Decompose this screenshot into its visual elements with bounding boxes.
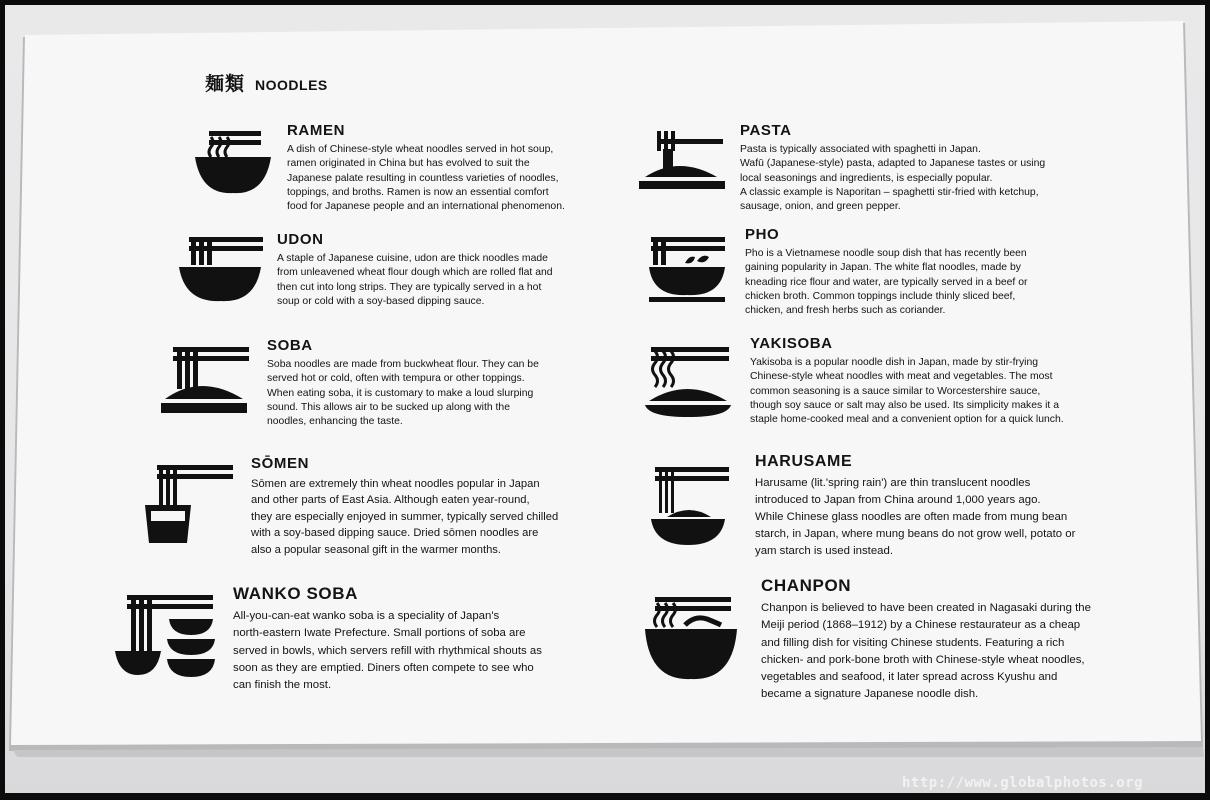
entry-title: CHANPON	[761, 576, 852, 595]
entry-title: YAKISOBA	[750, 335, 833, 352]
entry-udon	[277, 231, 553, 309]
wanko-soba-bowls-icon	[113, 591, 217, 683]
pho-bowl-icon	[643, 231, 735, 305]
entry-title: PHO	[745, 226, 780, 243]
entry-title: WANKO SOBA	[233, 584, 358, 603]
entry-description: Harusame (lit.'spring rain') are thin translucent noodles introduced to Japan from China around 1,000 years ago. While Chinese glass noodles are often made from mung bean starch, in Japan, where mung beans do not grow well, potato or yam starch is used instead.	[755, 477, 1076, 557]
entry-description: Pasta is typically associated with spaghetti in Japan. Wafū (Japanese-style) pasta, adapted to Japanese tastes or using local seasonings and ingredients, is especially popular. A classic example is Naporitan – spaghetti stir-fried with ketchup, sausage, onion, and green pepper.	[740, 144, 1046, 213]
yakisoba-plate-icon	[641, 341, 737, 419]
entry-title: SOBA	[267, 337, 313, 354]
entry-description: Chanpon is believed to have been created in Nagasaki during the Meiji period (1868–1912) by a Chinese restaurateur as a cheap and filling dish for visiting Chinese students. Featuring a rich chicken- and pork-bone broth with Chinese-style wheat noodles, vegetables and seafood, it later spread across Kyushu and became a signature Japanese noodle dish.	[761, 602, 1091, 701]
photo-background	[5, 5, 1205, 793]
entry-description: A staple of Japanese cuisine, udon are thick noodles made from unleavened wheat flour dough which are rolled flat and then cut into long strips. They are typically served in a hot soup or cold with a soy-based dipping sauce.	[277, 253, 553, 307]
entry-description: Pho is a Vietnamese noodle soup dish that has recently been gaining popularity in Japan. The white flat noodles, made by kneading rice flour and water, are typically served in a beef or chicken broth. Common toppings include thinly sliced beef, chicken, and fresh herbs such as coriander.	[745, 248, 1028, 317]
entry-description: All-you-can-eat wanko soba is a speciality of Japan's north-eastern Iwate Prefecture. Small portions of soba are served in bowls, which servers refill with rhythmical shouts as soon as they are emptied. Diners often compete to see who can finish the most.	[233, 610, 542, 692]
entry-title: PASTA	[740, 122, 792, 139]
entry-somen	[251, 455, 558, 558]
entry-harusame	[755, 453, 1075, 560]
entry-title: RAMEN	[287, 122, 345, 139]
heading-title: NOODLES	[255, 77, 328, 93]
ramen-bowl-icon	[191, 125, 281, 197]
entry-pho	[745, 226, 1027, 318]
udon-bowl-icon	[175, 231, 271, 305]
board-heading	[205, 69, 328, 96]
entry-ramen	[287, 122, 565, 214]
entry-description: Sōmen are extremely thin wheat noodles popular in Japan and other parts of East Asia. Although eaten year-round, they are especially enjoyed in summer, typically served chilled with a soy-based dipping sauce. Dried sōmen noodles are also a popular seasonal gift in the warmer months.	[251, 478, 559, 556]
pasta-fork-icon	[635, 125, 731, 195]
soba-tray-icon	[157, 343, 253, 419]
entry-yakisoba	[750, 335, 1064, 427]
watermark-text: http://www.globalphotos.org	[902, 775, 1144, 791]
somen-cup-icon	[141, 461, 237, 547]
entry-pasta	[740, 122, 1045, 214]
chanpon-bowl-icon	[641, 591, 741, 683]
heading-kanji: 麺類	[205, 73, 246, 95]
entry-wanko-soba	[233, 584, 542, 694]
entry-description: Yakisoba is a popular noodle dish in Japan, made by stir-frying Chinese-style wheat noodles with meat and vegetables. The most common seasoning is a sauce similar to Worcestershire sauce, though soy sauce or salt may also be used. Its simplicity makes it a staple home-cooked meal and a convenient option for a quick lunch.	[750, 357, 1064, 426]
noodles-info-board	[5, 5, 1205, 793]
entry-title: SŌMEN	[251, 455, 310, 472]
entry-chanpon	[761, 576, 1091, 704]
entry-soba	[267, 337, 539, 429]
entry-description: Soba noodles are made from buckwheat flour. They can be served hot or cold, often with tempura or other toppings. When eating soba, it is customary to make a loud slurping sound. This allows air to be sucked up along with the noodles, enhancing the taste.	[267, 359, 539, 428]
entry-title: HARUSAME	[755, 453, 853, 470]
entry-description: A dish of Chinese-style wheat noodles served in hot soup, ramen originated in China but has evolved to suit the Japanese palate resulting in countless varieties of noodles, toppings, and broths. Ramen is now an essential comfort food for Japanese people and an international phenomenon.	[287, 144, 565, 213]
entry-title: UDON	[277, 231, 324, 248]
harusame-bowl-icon	[645, 461, 737, 547]
